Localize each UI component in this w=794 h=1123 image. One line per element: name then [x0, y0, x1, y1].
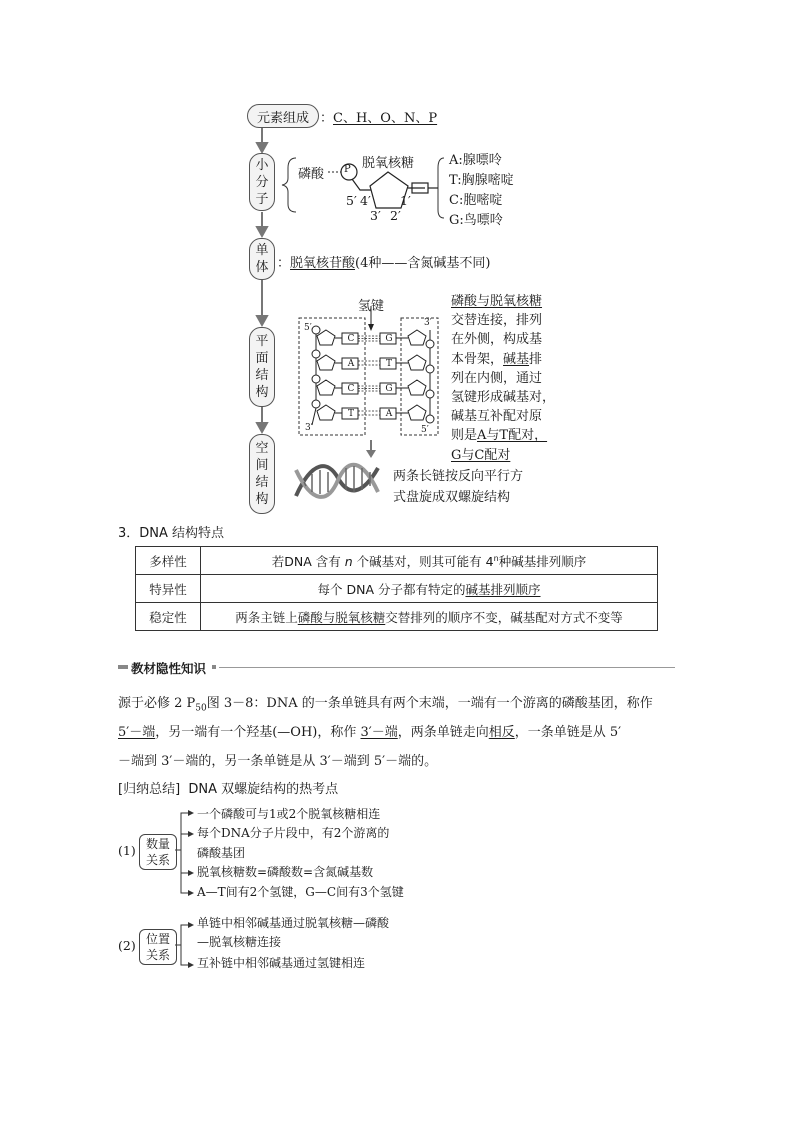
description-line: 交替连接，排列	[451, 313, 543, 329]
group2-items	[197, 914, 389, 973]
description-line: 则是A与T配对，	[451, 428, 548, 444]
left-base: C	[347, 384, 355, 394]
summary-title: [归纳总结] DNA 双螺旋结构的热考点	[118, 782, 339, 797]
group2-box: 位置 关系	[139, 929, 177, 965]
left-base: A	[347, 359, 355, 369]
hidden-line-3: －端到 3′－端的，另一条单链是从 3′－端到 5′－端的。	[118, 754, 438, 769]
right-base: G	[385, 334, 393, 344]
base-list	[449, 151, 514, 231]
right-base: T	[385, 359, 392, 369]
end-5-bottom: 5′	[421, 425, 429, 435]
description-line: 本骨架，碱基排	[451, 351, 543, 367]
base-item: C:胞嘧啶	[449, 193, 503, 208]
table-row	[136, 603, 658, 631]
monomer-text: ：脱氧核苷酸(4种——含氮碱基不同)	[277, 256, 491, 271]
monomer-pill	[249, 238, 275, 280]
description-line: 氢键形成碱基对，	[451, 390, 556, 406]
carbon-1: 1′	[400, 193, 411, 208]
description-line: 磷酸与脱氧核糖	[451, 294, 543, 309]
row-header: 特异性	[136, 575, 201, 603]
spatial-label: 空 间 结 构	[255, 441, 269, 507]
monomer-label: 单 体	[255, 243, 269, 275]
base-item: G:鸟嘌呤	[449, 213, 503, 228]
spatial-description: 两条长链按反向平行方 式盘旋成双螺旋结构	[393, 469, 524, 505]
group2-number: (2)	[118, 938, 136, 953]
right-base: G	[385, 384, 393, 394]
title-dot-icon	[118, 665, 128, 669]
title-end-icon	[212, 665, 216, 669]
hidden-line-1: 源于必修 2 $P_{50}$图 3－8：DNA 的一条单链具有两个末端，一端有一个游离的磷酸基团，称作	[118, 696, 653, 714]
left-base: C	[347, 334, 355, 344]
phosphate-label: 磷酸	[298, 167, 325, 182]
elements-label: 元素组成	[256, 110, 309, 126]
features-table	[135, 546, 658, 631]
right-base: A	[385, 409, 393, 419]
table-row	[136, 547, 658, 575]
section3-title: 3．DNA 结构特点	[118, 526, 225, 541]
planar-description	[451, 292, 555, 465]
hidden-line-2: 5′－端，另一端有一个羟基(—OH)，称作 3′－端，两条单链走向相反，一条单链是从 5′	[118, 725, 622, 740]
spatial-pill	[249, 434, 275, 514]
list-item: 一个磷酸可与1或2个脱氧核糖相连	[197, 807, 381, 821]
description-line: 碱基互补配对原	[451, 409, 543, 425]
end-3-bottom: 3′	[305, 423, 313, 433]
hbond-label: 氢键	[358, 299, 385, 314]
p-symbol: P	[344, 164, 351, 175]
list-item: 单链中相邻碱基通过脱氧核糖—磷酸	[197, 916, 390, 930]
small-molecule-label: 小 分 子	[255, 157, 269, 207]
list-item: A—T间有2个氢键，G—C间有3个氢键	[197, 884, 404, 899]
list-item: 磷酸基团	[197, 845, 246, 860]
left-base-column	[343, 333, 359, 433]
description-line: 在外侧，构成基	[451, 332, 543, 348]
row-header: 稳定性	[136, 603, 201, 631]
planar-pill	[249, 327, 275, 407]
row-value: 若DNA 含有 n 个碱基对，则其可能有 4$^n$种碱基排列顺序	[201, 547, 658, 575]
carbon-2: 2′	[390, 208, 401, 223]
group1-box: 数量 关系	[139, 834, 177, 870]
end-3-top: 3′	[424, 318, 432, 328]
end-5-top: 5′	[304, 323, 312, 333]
list-item: —脱氧核糖连接	[197, 935, 282, 950]
table-row	[136, 575, 658, 603]
list-item: 互补链中相邻碱基通过氢键相连	[197, 955, 366, 970]
row-value: 每个 DNA 分子都有特定的碱基排列顺序	[201, 575, 658, 603]
description-line: 列在内侧，通过	[451, 370, 543, 386]
base-item: T:胸腺嘧啶	[449, 173, 514, 188]
right-base-column	[381, 333, 397, 433]
title-rule	[219, 667, 675, 668]
elements-pill	[247, 104, 319, 128]
small-molecule-pill	[249, 153, 275, 211]
carbon-5: 5′	[346, 193, 357, 208]
carbon-4: 4′	[360, 193, 371, 208]
base-item: A:腺嘌呤	[449, 153, 502, 168]
row-value: 两条主链上磷酸与脱氧核糖交替排列的顺序不变，碱基配对方式不变等	[201, 603, 658, 631]
elements-value: ：C、H、O、N、P	[320, 111, 438, 126]
hidden-title: 教材隐性知识	[131, 661, 207, 676]
left-base: T	[347, 409, 354, 419]
group1-number: (1)	[118, 843, 136, 858]
row-header: 多样性	[136, 547, 201, 575]
list-item: 每个DNA分子片段中，有2个游离的	[197, 826, 390, 841]
carbon-3: 3′	[370, 208, 381, 223]
description-line: G与C配对	[451, 447, 511, 463]
list-item: 脱氧核糖数=磷酸数=含氮碱基数	[197, 865, 374, 880]
sugar-label: 脱氧核糖	[362, 156, 415, 171]
group1-items	[197, 805, 404, 902]
planar-label: 平 面 结 构	[255, 334, 269, 400]
